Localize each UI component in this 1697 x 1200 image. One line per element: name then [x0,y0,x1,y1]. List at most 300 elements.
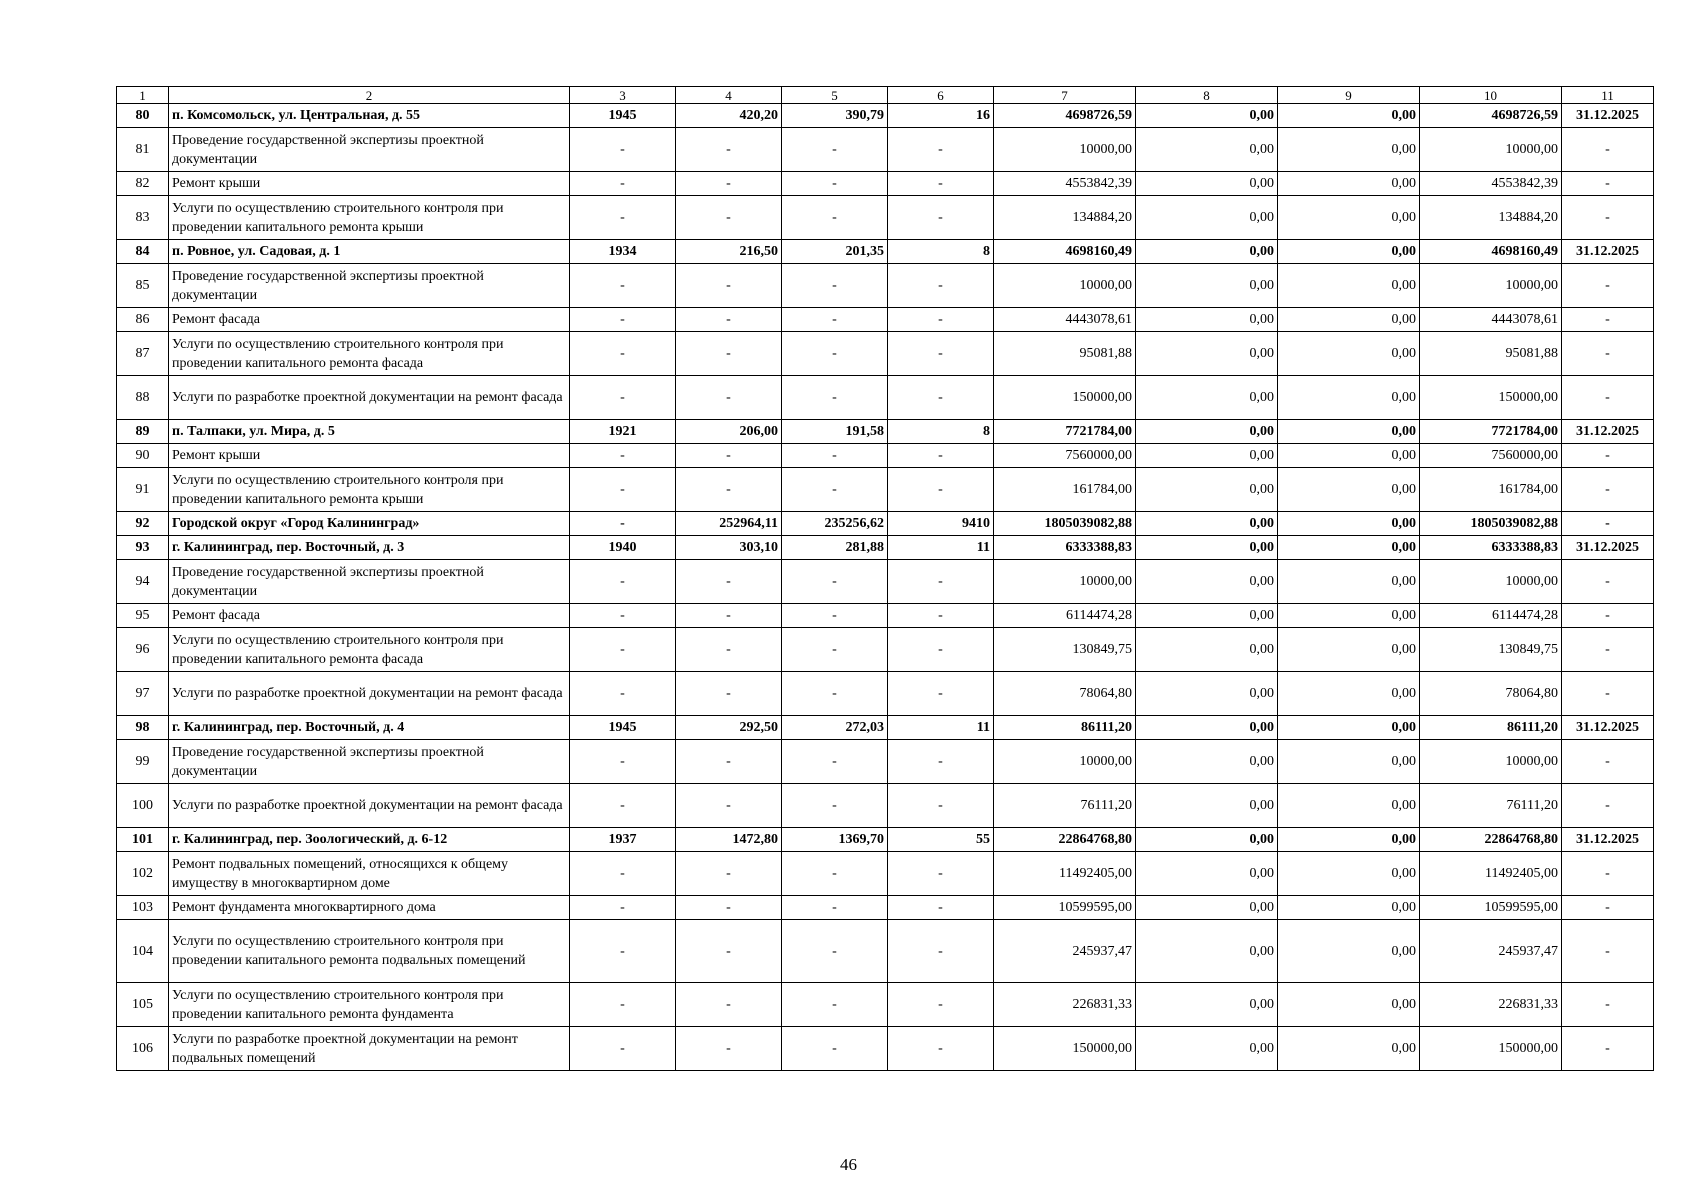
living-area-cell: - [782,332,888,376]
fund-cost-cell: 0,00 [1136,536,1278,560]
row-index-cell: 105 [117,983,169,1027]
budget-cost-cell: 0,00 [1278,628,1420,672]
row-index-cell: 101 [117,828,169,852]
year-cell: - [570,1027,676,1071]
year-cell: - [570,468,676,512]
work-item-row [117,468,1654,512]
row-index-cell: 96 [117,628,169,672]
address-row [117,828,1654,852]
deadline-cell: 31.12.2025 [1562,240,1654,264]
year-cell: - [570,332,676,376]
owners-cost-cell: 130849,75 [1420,628,1562,672]
row-index-cell: 80 [117,104,169,128]
fund-cost-cell: 0,00 [1136,196,1278,240]
owners-cost-cell: 10000,00 [1420,560,1562,604]
owners-cost-cell: 10599595,00 [1420,896,1562,920]
total-cost-cell: 1805039082,88 [994,512,1136,536]
deadline-cell: - [1562,196,1654,240]
total-area-cell: - [676,784,782,828]
fund-cost-cell: 0,00 [1136,104,1278,128]
description-cell: Услуги по осуществлению строительного контроля при проведении капитального ремонта подвальных помещений [169,920,570,983]
owners-cost-cell: 134884,20 [1420,196,1562,240]
residents-cell: - [888,604,994,628]
fund-cost-cell: 0,00 [1136,308,1278,332]
year-cell: - [570,604,676,628]
total-area-cell: - [676,308,782,332]
fund-cost-cell: 0,00 [1136,560,1278,604]
row-index-cell: 86 [117,308,169,332]
residents-cell: - [888,332,994,376]
description-cell: Ремонт фундамента многоквартирного дома [169,896,570,920]
total-area-cell: - [676,332,782,376]
deadline-cell: - [1562,376,1654,420]
owners-cost-cell: 150000,00 [1420,1027,1562,1071]
budget-cost-cell: 0,00 [1278,468,1420,512]
living-area-cell: 201,35 [782,240,888,264]
row-index-cell: 92 [117,512,169,536]
total-area-cell: - [676,128,782,172]
total-area-cell: - [676,896,782,920]
column-number-cell: 2 [169,87,570,104]
owners-cost-cell: 10000,00 [1420,740,1562,784]
description-cell: Услуги по разработке проектной документации на ремонт фасада [169,784,570,828]
column-number-cell: 8 [1136,87,1278,104]
total-cost-cell: 4553842,39 [994,172,1136,196]
total-cost-cell: 76111,20 [994,784,1136,828]
total-area-cell: - [676,264,782,308]
description-cell: Проведение государственной экспертизы проектной документации [169,740,570,784]
budget-cost-cell: 0,00 [1278,420,1420,444]
owners-cost-cell: 6333388,83 [1420,536,1562,560]
description-cell: Услуги по осуществлению строительного контроля при проведении капитального ремонта фасада [169,628,570,672]
year-cell: - [570,784,676,828]
residents-cell: - [888,172,994,196]
total-cost-cell: 86111,20 [994,716,1136,740]
budget-cost-cell: 0,00 [1278,852,1420,896]
column-number-cell: 3 [570,87,676,104]
total-cost-cell: 10599595,00 [994,896,1136,920]
column-number-cell: 10 [1420,87,1562,104]
description-cell: Ремонт подвальных помещений, относящихся к общему имуществу в многоквартирном доме [169,852,570,896]
total-area-cell: 420,20 [676,104,782,128]
row-index-cell: 102 [117,852,169,896]
total-area-cell: - [676,376,782,420]
total-area-cell: - [676,560,782,604]
total-cost-cell: 10000,00 [994,128,1136,172]
budget-cost-cell: 0,00 [1278,604,1420,628]
total-area-cell: - [676,604,782,628]
total-area-cell: - [676,468,782,512]
total-cost-cell: 7721784,00 [994,420,1136,444]
residents-cell: - [888,264,994,308]
address-row [117,240,1654,264]
work-item-row [117,196,1654,240]
address-row [117,716,1654,740]
living-area-cell: 191,58 [782,420,888,444]
total-area-cell: 206,00 [676,420,782,444]
year-cell: - [570,444,676,468]
deadline-cell: - [1562,512,1654,536]
description-cell: Услуги по разработке проектной документации на ремонт подвальных помещений [169,1027,570,1071]
owners-cost-cell: 150000,00 [1420,376,1562,420]
column-number-cell: 11 [1562,87,1654,104]
total-cost-cell: 10000,00 [994,560,1136,604]
fund-cost-cell: 0,00 [1136,128,1278,172]
total-area-cell: - [676,740,782,784]
year-cell: - [570,628,676,672]
living-area-cell: - [782,444,888,468]
fund-cost-cell: 0,00 [1136,264,1278,308]
living-area-cell: - [782,983,888,1027]
fund-cost-cell: 0,00 [1136,740,1278,784]
total-area-cell: 252964,11 [676,512,782,536]
deadline-cell: - [1562,604,1654,628]
owners-cost-cell: 10000,00 [1420,264,1562,308]
work-item-row [117,308,1654,332]
total-area-cell: - [676,196,782,240]
deadline-cell: - [1562,128,1654,172]
residents-cell: - [888,128,994,172]
fund-cost-cell: 0,00 [1136,852,1278,896]
total-area-cell: - [676,672,782,716]
budget-cost-cell: 0,00 [1278,444,1420,468]
year-cell: - [570,896,676,920]
living-area-cell: - [782,376,888,420]
deadline-cell: - [1562,1027,1654,1071]
work-item-row [117,740,1654,784]
owners-cost-cell: 4698726,59 [1420,104,1562,128]
year-cell: - [570,264,676,308]
deadline-cell: - [1562,852,1654,896]
deadline-cell: 31.12.2025 [1562,536,1654,560]
total-area-cell: - [676,920,782,983]
budget-cost-cell: 0,00 [1278,376,1420,420]
deadline-cell: - [1562,628,1654,672]
description-cell: п. Талпаки, ул. Мира, д. 5 [169,420,570,444]
year-cell: - [570,852,676,896]
description-cell: г. Калининград, пер. Восточный, д. 3 [169,536,570,560]
column-number-cell: 1 [117,87,169,104]
total-cost-cell: 4698726,59 [994,104,1136,128]
work-item-row [117,332,1654,376]
living-area-cell: 1369,70 [782,828,888,852]
year-cell: - [570,376,676,420]
row-index-cell: 106 [117,1027,169,1071]
owners-cost-cell: 78064,80 [1420,672,1562,716]
owners-cost-cell: 7721784,00 [1420,420,1562,444]
work-item-row [117,172,1654,196]
total-area-cell: 292,50 [676,716,782,740]
living-area-cell: - [782,308,888,332]
year-cell: 1921 [570,420,676,444]
year-cell: - [570,172,676,196]
budget-cost-cell: 0,00 [1278,332,1420,376]
fund-cost-cell: 0,00 [1136,332,1278,376]
living-area-cell: 390,79 [782,104,888,128]
work-item-row [117,1027,1654,1071]
owners-cost-cell: 11492405,00 [1420,852,1562,896]
living-area-cell: - [782,604,888,628]
total-cost-cell: 10000,00 [994,740,1136,784]
work-item-row [117,852,1654,896]
deadline-cell: - [1562,983,1654,1027]
row-index-cell: 82 [117,172,169,196]
owners-cost-cell: 161784,00 [1420,468,1562,512]
total-cost-cell: 150000,00 [994,1027,1136,1071]
deadline-cell: - [1562,308,1654,332]
budget-cost-cell: 0,00 [1278,920,1420,983]
year-cell: 1945 [570,716,676,740]
column-number-header-row [117,87,1654,104]
total-cost-cell: 95081,88 [994,332,1136,376]
row-index-cell: 103 [117,896,169,920]
row-index-cell: 99 [117,740,169,784]
year-cell: 1945 [570,104,676,128]
description-cell: Услуги по разработке проектной документации на ремонт фасада [169,672,570,716]
residents-cell: - [888,740,994,784]
work-item-row [117,784,1654,828]
owners-cost-cell: 86111,20 [1420,716,1562,740]
living-area-cell: - [782,468,888,512]
column-number-cell: 5 [782,87,888,104]
description-cell: Ремонт фасада [169,604,570,628]
work-item-row [117,920,1654,983]
work-item-row [117,376,1654,420]
total-cost-cell: 134884,20 [994,196,1136,240]
owners-cost-cell: 4443078,61 [1420,308,1562,332]
living-area-cell: 281,88 [782,536,888,560]
budget-cost-cell: 0,00 [1278,104,1420,128]
owners-cost-cell: 4698160,49 [1420,240,1562,264]
fund-cost-cell: 0,00 [1136,468,1278,512]
living-area-cell: - [782,172,888,196]
total-area-cell: - [676,444,782,468]
owners-cost-cell: 22864768,80 [1420,828,1562,852]
budget-cost-cell: 0,00 [1278,983,1420,1027]
residents-cell: - [888,920,994,983]
fund-cost-cell: 0,00 [1136,172,1278,196]
living-area-cell: - [782,196,888,240]
fund-cost-cell: 0,00 [1136,376,1278,420]
description-cell: Услуги по осуществлению строительного контроля при проведении капитального ремонта фундамента [169,983,570,1027]
total-cost-cell: 130849,75 [994,628,1136,672]
total-cost-cell: 4443078,61 [994,308,1136,332]
fund-cost-cell: 0,00 [1136,444,1278,468]
total-cost-cell: 161784,00 [994,468,1136,512]
capital-repair-table [116,86,1654,1071]
residents-cell: - [888,628,994,672]
fund-cost-cell: 0,00 [1136,512,1278,536]
row-index-cell: 97 [117,672,169,716]
deadline-cell: - [1562,740,1654,784]
total-cost-cell: 22864768,80 [994,828,1136,852]
deadline-cell: - [1562,444,1654,468]
residents-cell: - [888,444,994,468]
budget-cost-cell: 0,00 [1278,740,1420,784]
residents-cell: - [888,560,994,604]
year-cell: 1934 [570,240,676,264]
budget-cost-cell: 0,00 [1278,896,1420,920]
year-cell: - [570,920,676,983]
total-cost-cell: 6114474,28 [994,604,1136,628]
description-cell: Услуги по осуществлению строительного контроля при проведении капитального ремонта крыши [169,468,570,512]
deadline-cell: - [1562,560,1654,604]
description-cell: Услуги по разработке проектной документации на ремонт фасада [169,376,570,420]
total-area-cell: - [676,172,782,196]
work-item-row [117,672,1654,716]
fund-cost-cell: 0,00 [1136,420,1278,444]
residents-cell: 8 [888,420,994,444]
budget-cost-cell: 0,00 [1278,264,1420,308]
description-cell: Услуги по осуществлению строительного контроля при проведении капитального ремонта фасада [169,332,570,376]
owners-cost-cell: 7560000,00 [1420,444,1562,468]
deadline-cell: - [1562,332,1654,376]
work-item-row [117,628,1654,672]
living-area-cell: - [782,784,888,828]
column-number-cell: 9 [1278,87,1420,104]
budget-cost-cell: 0,00 [1278,560,1420,604]
total-area-cell: 216,50 [676,240,782,264]
year-cell: - [570,512,676,536]
deadline-cell: - [1562,672,1654,716]
living-area-cell: - [782,1027,888,1071]
budget-cost-cell: 0,00 [1278,784,1420,828]
residents-cell: 55 [888,828,994,852]
column-number-cell: 7 [994,87,1136,104]
work-item-row [117,444,1654,468]
deadline-cell: 31.12.2025 [1562,104,1654,128]
residents-cell: 9410 [888,512,994,536]
total-area-cell: 1472,80 [676,828,782,852]
total-area-cell: - [676,983,782,1027]
total-cost-cell: 6333388,83 [994,536,1136,560]
deadline-cell: 31.12.2025 [1562,828,1654,852]
residents-cell: - [888,672,994,716]
owners-cost-cell: 95081,88 [1420,332,1562,376]
fund-cost-cell: 0,00 [1136,672,1278,716]
total-cost-cell: 10000,00 [994,264,1136,308]
owners-cost-cell: 4553842,39 [1420,172,1562,196]
description-cell: Ремонт крыши [169,172,570,196]
budget-cost-cell: 0,00 [1278,536,1420,560]
row-index-cell: 81 [117,128,169,172]
description-cell: Проведение государственной экспертизы проектной документации [169,560,570,604]
total-cost-cell: 4698160,49 [994,240,1136,264]
deadline-cell: - [1562,468,1654,512]
description-cell: Ремонт крыши [169,444,570,468]
fund-cost-cell: 0,00 [1136,716,1278,740]
address-row [117,104,1654,128]
budget-cost-cell: 0,00 [1278,128,1420,172]
row-index-cell: 85 [117,264,169,308]
row-index-cell: 98 [117,716,169,740]
row-index-cell: 89 [117,420,169,444]
fund-cost-cell: 0,00 [1136,896,1278,920]
description-cell: Проведение государственной экспертизы проектной документации [169,264,570,308]
description-cell: п. Ровное, ул. Садовая, д. 1 [169,240,570,264]
living-area-cell: - [782,264,888,308]
description-cell: Городской округ «Город Калининград» [169,512,570,536]
total-area-cell: - [676,1027,782,1071]
owners-cost-cell: 245937,47 [1420,920,1562,983]
budget-cost-cell: 0,00 [1278,672,1420,716]
year-cell: - [570,308,676,332]
living-area-cell: - [782,672,888,716]
residents-cell: - [888,983,994,1027]
living-area-cell: - [782,740,888,784]
fund-cost-cell: 0,00 [1136,1027,1278,1071]
fund-cost-cell: 0,00 [1136,784,1278,828]
row-index-cell: 83 [117,196,169,240]
description-cell: Проведение государственной экспертизы проектной документации [169,128,570,172]
deadline-cell: - [1562,264,1654,308]
column-number-cell: 4 [676,87,782,104]
budget-cost-cell: 0,00 [1278,308,1420,332]
budget-cost-cell: 0,00 [1278,196,1420,240]
description-cell: г. Калининград, пер. Восточный, д. 4 [169,716,570,740]
row-index-cell: 84 [117,240,169,264]
deadline-cell: 31.12.2025 [1562,420,1654,444]
residents-cell: 8 [888,240,994,264]
owners-cost-cell: 226831,33 [1420,983,1562,1027]
address-row [117,536,1654,560]
residents-cell: - [888,468,994,512]
residents-cell: - [888,784,994,828]
total-area-cell: - [676,852,782,896]
row-index-cell: 90 [117,444,169,468]
work-item-row [117,896,1654,920]
residents-cell: 16 [888,104,994,128]
work-item-row [117,264,1654,308]
residents-cell: - [888,1027,994,1071]
row-index-cell: 100 [117,784,169,828]
work-item-row [117,128,1654,172]
address-row [117,512,1654,536]
budget-cost-cell: 0,00 [1278,1027,1420,1071]
deadline-cell: 31.12.2025 [1562,716,1654,740]
row-index-cell: 94 [117,560,169,604]
fund-cost-cell: 0,00 [1136,240,1278,264]
description-cell: п. Комсомольск, ул. Центральная, д. 55 [169,104,570,128]
living-area-cell: 235256,62 [782,512,888,536]
row-index-cell: 104 [117,920,169,983]
year-cell: 1937 [570,828,676,852]
row-index-cell: 88 [117,376,169,420]
work-item-row [117,983,1654,1027]
year-cell: - [570,560,676,604]
fund-cost-cell: 0,00 [1136,828,1278,852]
deadline-cell: - [1562,920,1654,983]
row-index-cell: 91 [117,468,169,512]
living-area-cell: - [782,628,888,672]
year-cell: - [570,740,676,784]
total-cost-cell: 7560000,00 [994,444,1136,468]
residents-cell: 11 [888,536,994,560]
column-number-cell: 6 [888,87,994,104]
owners-cost-cell: 10000,00 [1420,128,1562,172]
total-cost-cell: 150000,00 [994,376,1136,420]
year-cell: 1940 [570,536,676,560]
total-cost-cell: 11492405,00 [994,852,1136,896]
year-cell: - [570,983,676,1027]
work-item-row [117,560,1654,604]
budget-cost-cell: 0,00 [1278,240,1420,264]
owners-cost-cell: 76111,20 [1420,784,1562,828]
total-cost-cell: 78064,80 [994,672,1136,716]
year-cell: - [570,128,676,172]
living-area-cell: - [782,920,888,983]
total-cost-cell: 245937,47 [994,920,1136,983]
